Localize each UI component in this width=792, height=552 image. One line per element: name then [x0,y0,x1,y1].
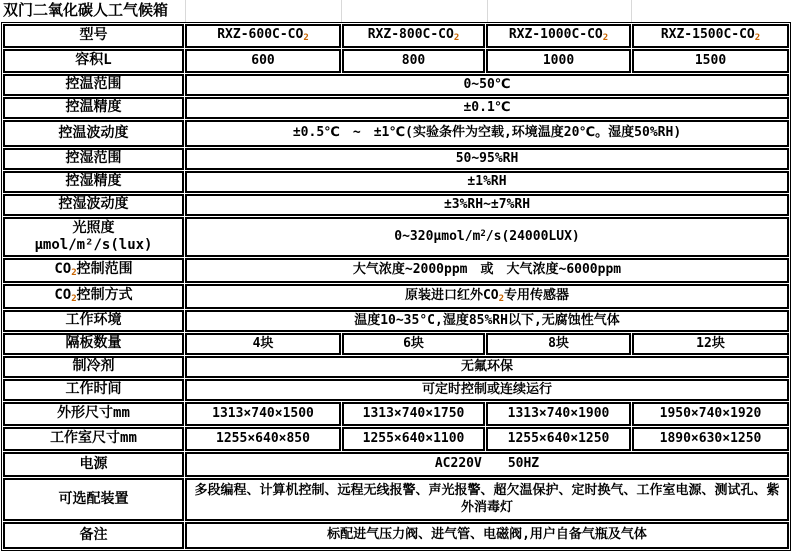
temp-accuracy-value: ±0.1℃ [185,97,789,119]
row-label-humidity-range: 控湿范围 [3,148,184,170]
co2-subscript: 2 [71,294,77,305]
model-cell: RXZ-$800C-CO_2$ [342,24,485,48]
co2-subscript: 2 [754,33,761,44]
humidity-accuracy-value: ±1%RH [185,171,789,193]
work-time-value: 可定时控制或连续运行 [185,379,789,401]
row-label-power: 电源 [3,452,184,477]
table-row-temp-accuracy [3,97,789,119]
illuminance-value: $0\sim 320\mu mol/m^2/s(24000LUX)$ [185,217,789,257]
spec-table [1,22,791,551]
row-label-shelves: 隔板数量 [3,333,184,355]
refrigerant-value: 无氟环保 [185,356,789,378]
row-label-co2-method: $CO_2$控制方式 [3,284,184,309]
table-row-model [3,24,789,48]
work-env-value: 温度10~35°C,湿度85%RH以下,无腐蚀性气体 [185,310,789,332]
table-row-work-time [3,379,789,401]
row-label-work-time: 工作时间 [3,379,184,401]
volume-cell: 800 [342,49,485,73]
co2-subscript: 2 [303,33,309,44]
row-label-outer-dims: 外形尺寸mm [3,402,184,426]
row-label-remark: 备注 [3,522,184,549]
sheet-title [0,0,792,22]
co2-subscript: 2 [602,33,609,44]
faint-gridline [341,0,342,22]
chamber-dims-cell: 1255×640×1100 [342,427,485,451]
co2-range-value: 大气浓度~2000ppm 或 大气浓度~6000ppm [185,258,789,283]
outer-dims-cell: 1313×740×1900 [486,402,631,426]
model-cell: RXZ-$600C-CO_2$ [185,24,341,48]
table-row-humidity-fluctuation [3,194,789,216]
row-label-temp-range: 控温范围 [3,74,184,96]
table-row-work-env [3,310,789,332]
table-row-humidity-range [3,148,789,170]
table-row-illuminance [3,217,789,257]
outer-dims-cell: 1950×740×1920 [632,402,789,426]
table-row-remark [3,522,789,549]
table-row-temp-fluctuation [3,120,789,147]
co2-subscript: 2 [498,293,505,304]
humidity-fluctuation-value: ±3%RH~±7%RH [185,194,789,216]
table-row-co2-range [3,258,789,283]
outer-dims-cell: 1313×740×1500 [185,402,341,426]
chamber-dims-cell: 1890×630×1250 [632,427,789,451]
remark-value: 标配进气压力阀、进气管、电磁阀,用户自备气瓶及气体 [185,522,789,549]
volume-cell: 1500 [632,49,789,73]
co2-method-value: 原装进口红外$CO_2$专用传感器 [185,284,789,309]
row-label-humidity-fluctuation: 控湿波动度 [3,194,184,216]
temp-fluctuation-value: ±0.5℃ ~ ±1℃(实验条件为空载,环境温度20℃。湿度50%RH) [185,120,789,147]
chamber-dims-cell: 1255×640×1250 [486,427,631,451]
faint-gridline [185,0,186,22]
shelves-cell: 4块 [185,333,341,355]
table-row-co2-method [3,284,789,309]
row-label-illuminance: 光照度 μmol/m²/s(lux) [3,217,184,257]
row-label-humidity-accuracy: 控湿精度 [3,171,184,193]
table-row-optional [3,478,789,521]
row-label-chamber-dims: 工作室尺寸mm [3,427,184,451]
table-row-refrigerant [3,356,789,378]
shelves-cell: 6块 [342,333,485,355]
row-label-temp-accuracy: 控温精度 [3,97,184,119]
power-value: AC220V 50HZ [185,452,789,477]
optional-value: 多段编程、计算机控制、远程无线报警、声光报警、超欠温保护、定时换气、工作室电源、测试孔、紫外消毒灯 [185,478,789,521]
table-row-humidity-accuracy [3,171,789,193]
shelves-cell: 8块 [486,333,631,355]
row-label-temp-fluctuation: 控温波动度 [3,120,184,147]
row-label-co2-range: $CO_2$控制范围 [3,258,184,283]
row-label-refrigerant: 制冷剂 [3,356,184,378]
faint-gridline [487,0,488,22]
row-label-model: 型号 [3,24,184,48]
co2-subscript: 2 [71,268,77,279]
model-cell: RXZ-$1000C-CO_2$ [486,24,631,48]
chamber-dims-cell: 1255×640×850 [185,427,341,451]
faint-gridline [631,0,632,22]
shelves-cell: 12块 [632,333,789,355]
table-row-power [3,452,789,477]
table-row-shelves [3,333,789,355]
row-label-optional: 可选配装置 [3,478,184,521]
row-label-volume: 容积L [3,49,184,73]
volume-cell: 600 [185,49,341,73]
table-row-outer-dims [3,402,789,426]
table-row-chamber-dims [3,427,789,451]
squared-superscript: 2 [480,228,486,239]
row-label-work-env: 工作环境 [3,310,184,332]
table-row-volume [3,49,789,73]
outer-dims-cell: 1313×740×1750 [342,402,485,426]
co2-subscript: 2 [453,33,460,44]
table-row-temp-range [3,74,789,96]
temp-range-value: 0~50℃ [185,74,789,96]
model-cell: RXZ-$1500C-CO_2$ [632,24,789,48]
volume-cell: 1000 [486,49,631,73]
page-title: 双门二氧化碳人工气候箱 [3,1,169,19]
humidity-range-value: 50~95%RH [185,148,789,170]
